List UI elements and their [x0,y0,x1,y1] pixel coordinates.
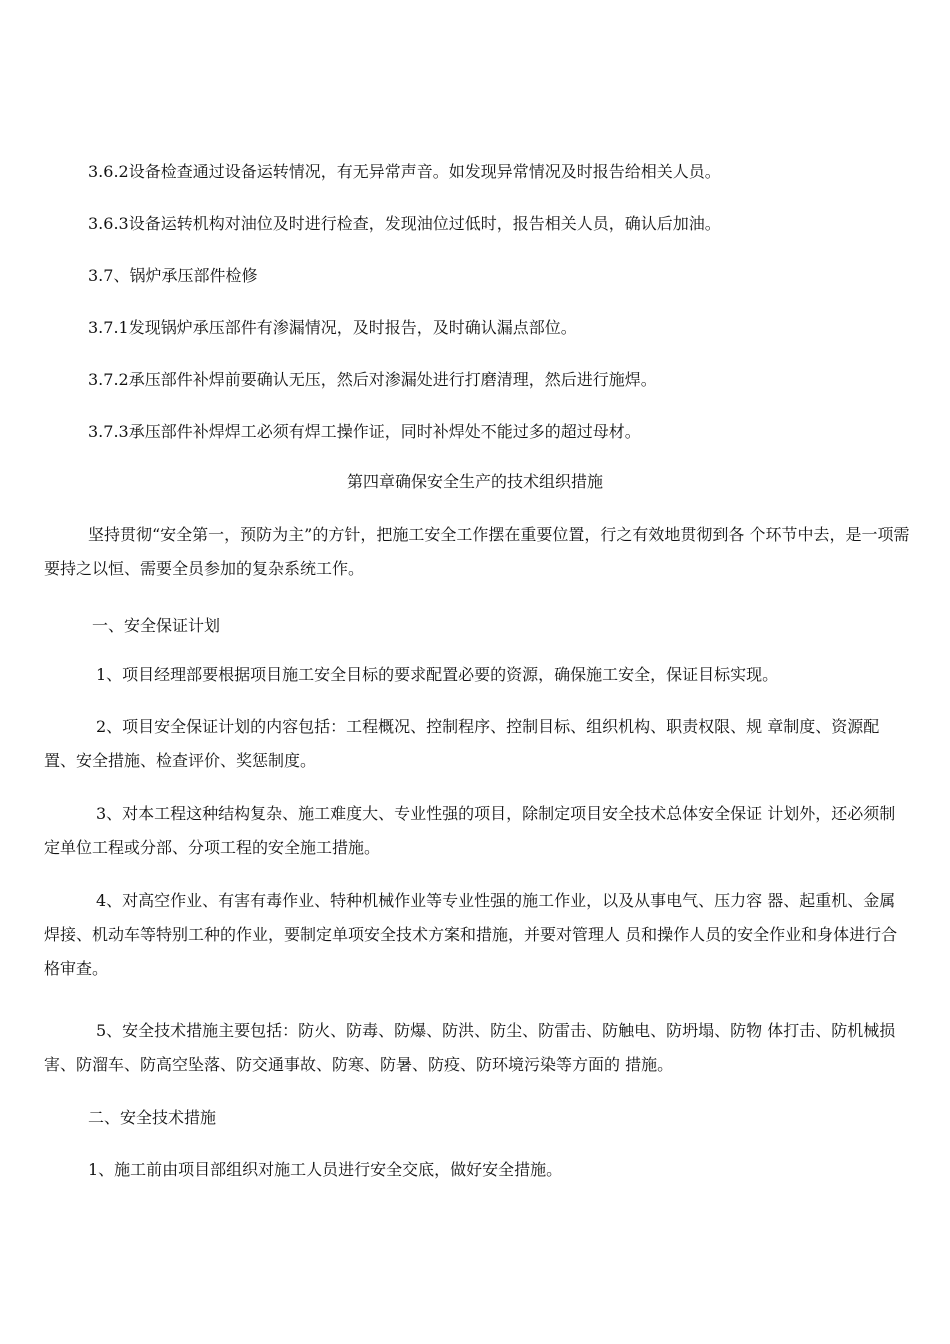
clause-3-7-2: 3.7.2承压部件补焊前要确认无压，然后对渗漏处进行打磨清理，然后进行施焊。 [88,370,657,389]
clause-3-6-3: 3.6.3设备运转机构对油位及时进行检查，发现油位过低时，报告相关人员，确认后加油。 [88,214,721,233]
section-1-item-3: 3、对本工程这种结构复杂、施工难度大、专业性强的项目，除制定项目安全技术总体安全保证 计划外，还必须制定单位工程或分部、分项工程的安全施工措施。 [44,804,896,857]
section-2-item-1: 1、施工前由项目部组织对施工人员进行安全交底，做好安全措施。 [88,1160,563,1179]
intro-paragraph: 坚持贯彻“安全第一，预防为主”的方针，把施工安全工作摆在重要位置，行之有效地贯彻到各 个环节中去，是一项需要持之以恒、需要全员参加的复杂系统工作。 [44,525,910,578]
clause-3-7-1: 3.7.1发现锅炉承压部件有渗漏情况，及时报告，及时确认漏点部位。 [88,318,577,337]
section-1-item-2: 2、项目安全保证计划的内容包括：工程概况、控制程序、控制目标、组织机构、职责权限、规 章制度、资源配置、安全措施、检查评价、奖惩制度。 [44,717,880,770]
section-1-item-5: 5、安全技术措施主要包括：防火、防毒、防爆、防洪、防尘、防雷击、防触电、防坍塌、防物 体打击、防机械损害、防溜车、防高空坠落、防交通事故、防寒、防暑、防疫、防环境污染等方面的 措施。 [44,1021,896,1074]
section-3-7-title: 3.7、锅炉承压部件检修 [88,266,258,285]
chapter-title: 第四章确保安全生产的技术组织措施 [346,472,603,491]
clause-3-6-2: 3.6.2设备检查通过设备运转情况，有无异常声音。如发现异常情况及时报告给相关人员。 [88,162,721,181]
section-1-item-4: 4、对高空作业、有害有毒作业、特种机械作业等专业性强的施工作业，以及从事电气、压力容 器、起重机、金属焊接、机动车等特别工种的作业，要制定单项安全技术方案和措施，并要对管理人 员和操作人员的安全作业和身体进行合格审查。 [44,891,898,978]
section-1-item-1: 1、项目经理部要根据项目施工安全目标的要求配置必要的资源，确保施工安全，保证目标实现。 [96,665,779,684]
section-1-title: 一、安全保证计划 [92,616,221,635]
clause-3-7-3: 3.7.3承压部件补焊焊工必须有焊工操作证，同时补焊处不能过多的超过母材。 [88,422,641,441]
section-2-title: 二、安全技术措施 [88,1108,217,1127]
